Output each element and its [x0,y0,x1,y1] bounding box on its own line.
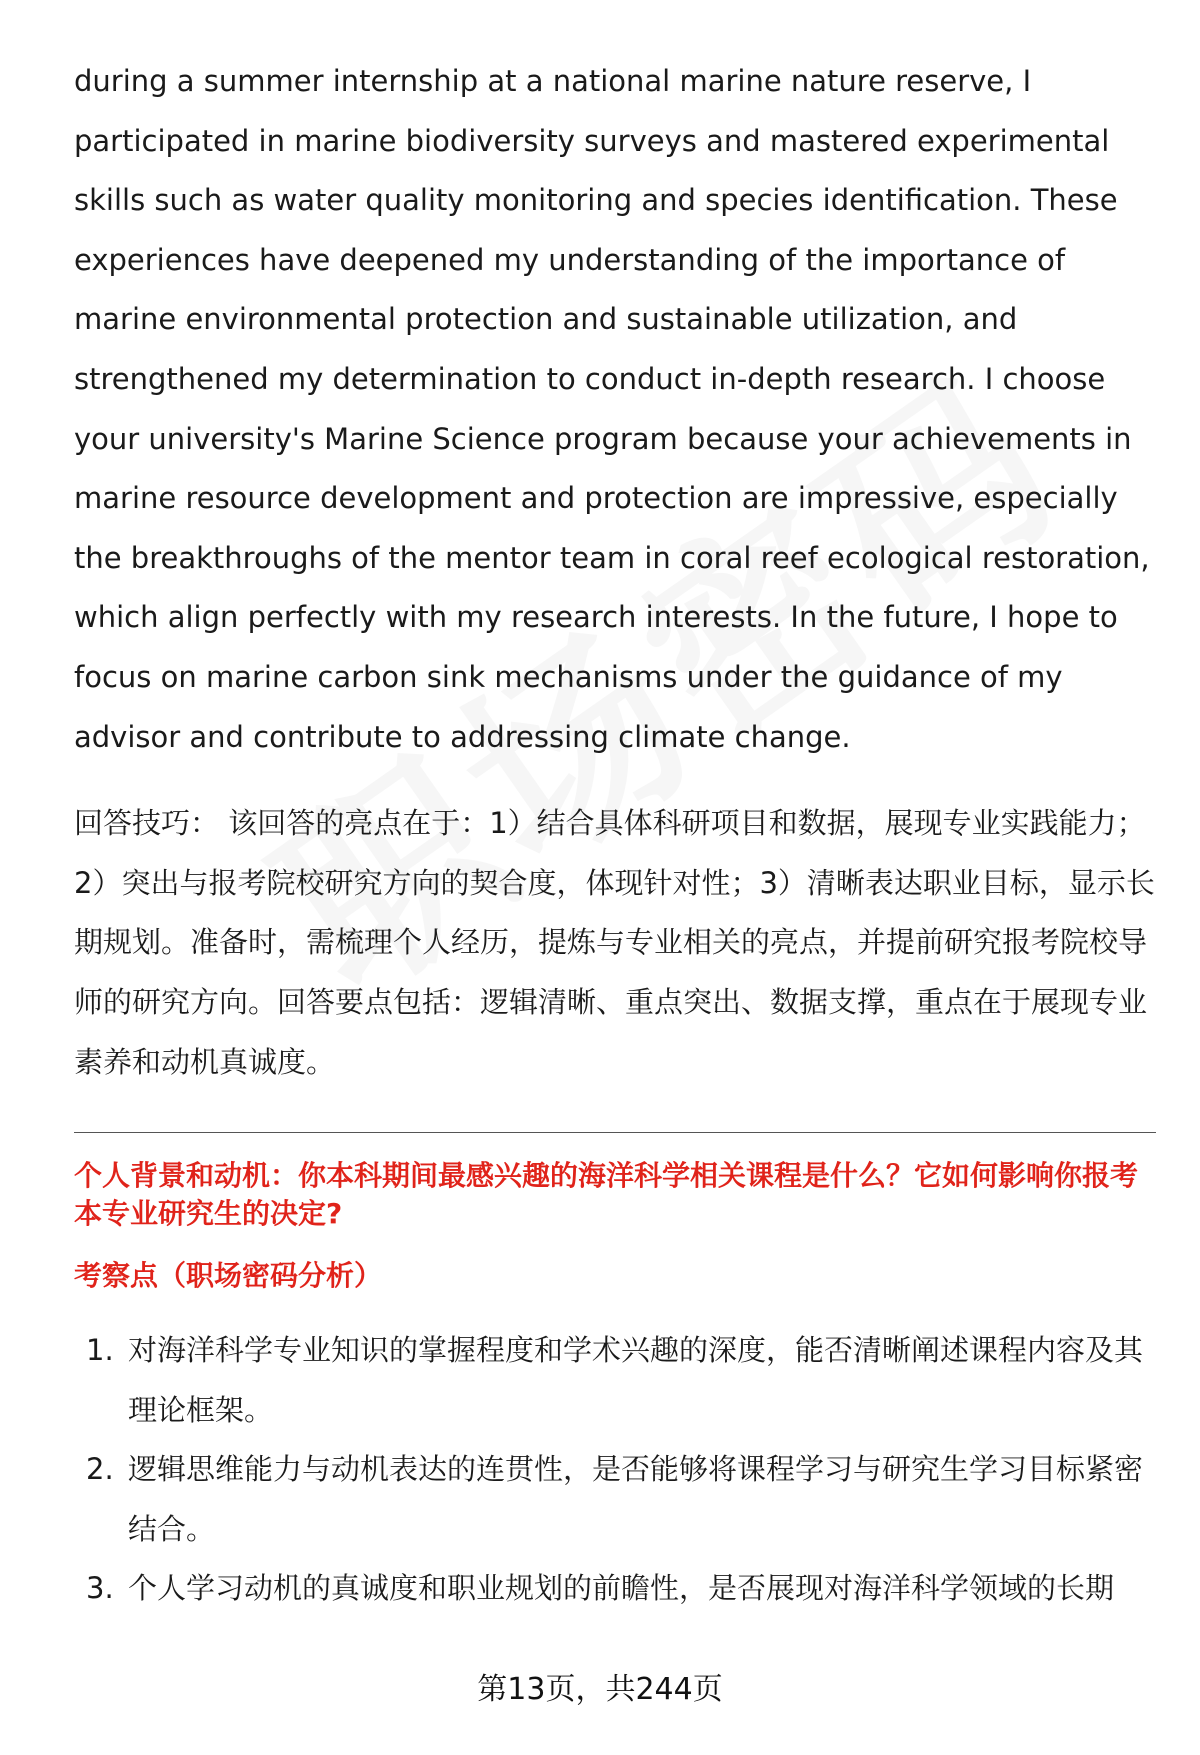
list-number: 1. [86,1333,114,1368]
page-content [74,52,1164,1619]
answer-paragraph: during a summer internship at a national marine nature reserve, I participated in marine biodiversity surveys and mastered experimental skills such as water quality monitoring and species identification. These experiences have deepened my understanding of the importance of marine environmental protection and sustainable utilization, and strengthened my determination to conduct in-depth research. I choose your university's Marine Science program because your achievements in marine resource development and protection are impressive, especially the breakthroughs of the mentor team in coral reef ecological restoration, which align perfectly with my research interests. In the future, I hope to focus on marine carbon sink mechanisms under the guidance of my advisor and contribute to addressing climate change. [74,64,1150,754]
assessment-points-list [74,1321,1164,1619]
tip-label: 回答技巧： [74,806,220,841]
list-text: 逻辑思维能力与动机表达的连贯性，是否能够将课程学习与研究生学习目标紧密结合。 [128,1452,1144,1546]
assessment-points-heading: 考察点（职场密码分析） [74,1259,383,1293]
page-number-footer: 第13页，共244页 [477,1672,723,1707]
list-item [74,1559,1164,1619]
list-text: 个人学习动机的真诚度和职业规划的前瞻性，是否展现对海洋科学领域的长期 [128,1571,1115,1606]
section-divider [74,1132,1156,1133]
tip-text: 该回答的亮点在于：1）结合具体科研项目和数据，展现专业实践能力；2）突出与报考院校研究方向的契合度，体现针对性；3）清晰表达职业目标，显示长期规划。准备时，需梳理个人经历，提炼与专业相关的亮点，并提前研究报考院校导师的研究方向。回答要点包括：逻辑清晰、重点突出、数据支撑，重点在于展现专业素养和动机真诚度。 [74,806,1155,1079]
list-item [74,1440,1164,1559]
list-number: 2. [86,1452,114,1487]
list-text: 对海洋科学专业知识的掌握程度和学术兴趣的深度，能否清晰阐述课程内容及其理论框架。 [128,1333,1144,1427]
list-item [74,1321,1164,1440]
question-heading: 个人背景和动机：你本科期间最感兴趣的海洋科学相关课程是什么？它如何影响你报考本专业研究生的决定? [74,1159,1139,1231]
list-number: 3. [86,1571,114,1606]
answer-tip [74,794,1164,1092]
